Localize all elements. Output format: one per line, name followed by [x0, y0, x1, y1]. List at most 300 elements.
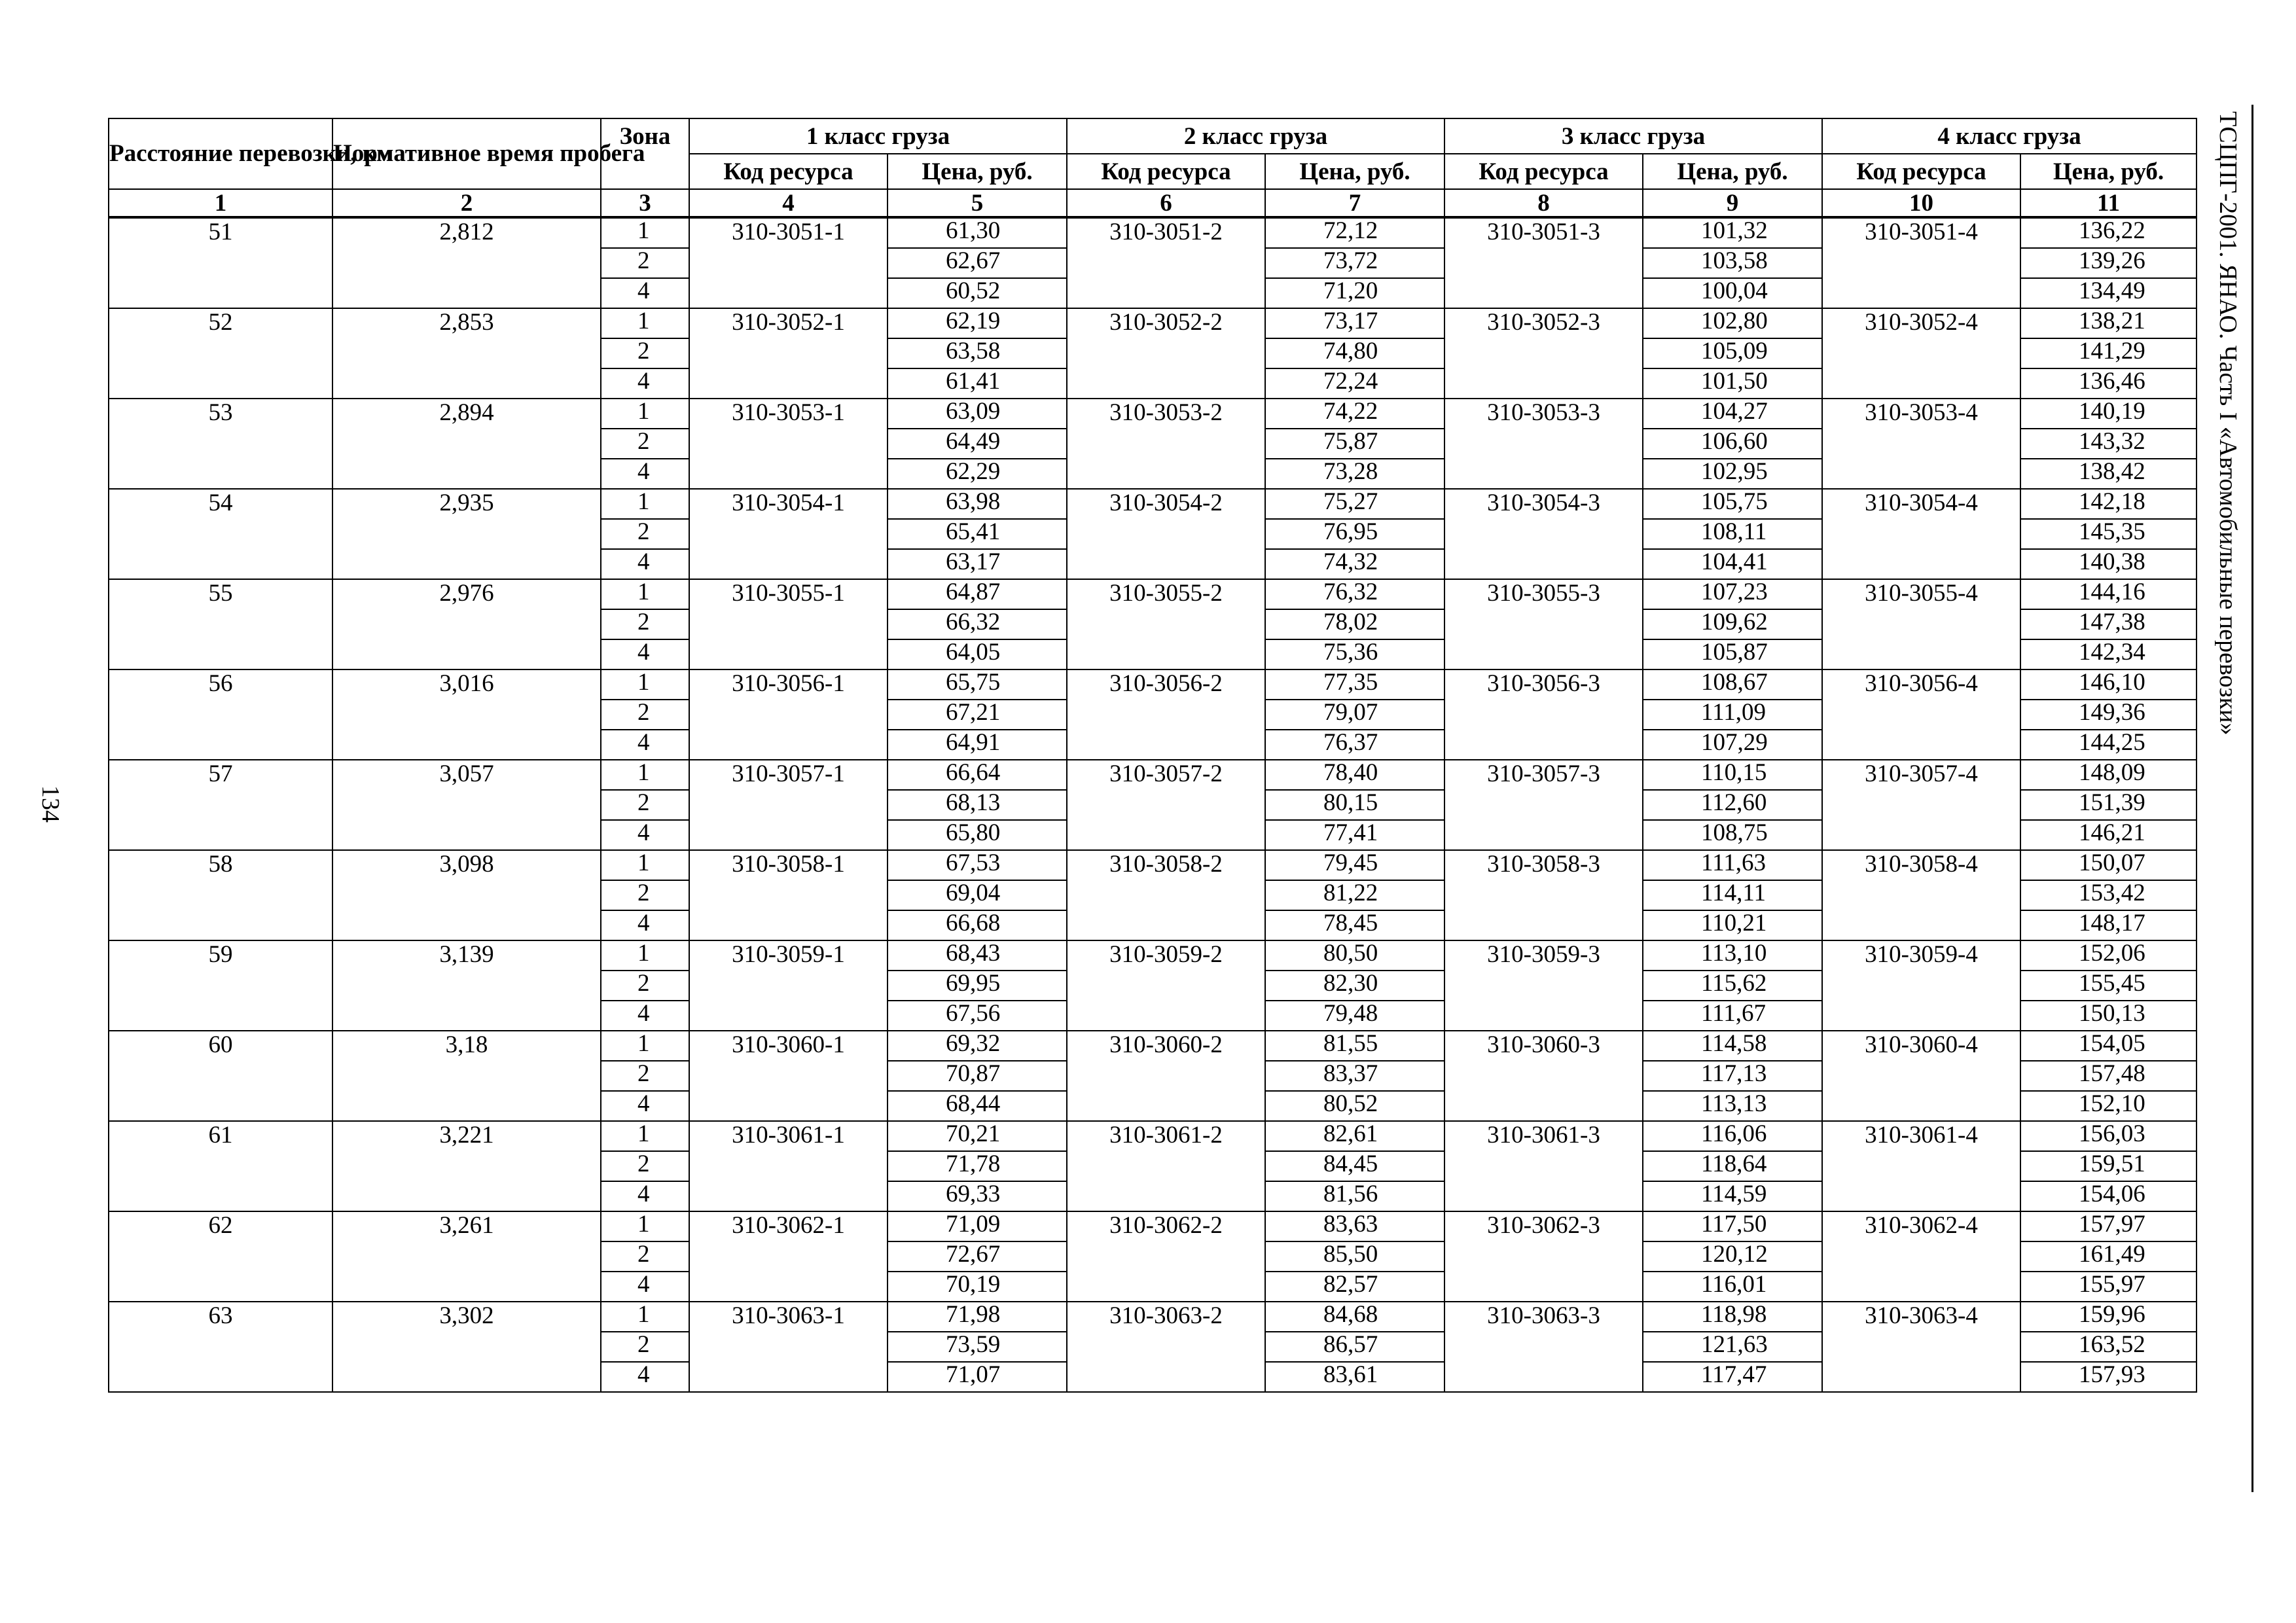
resource-code-cell: 310-3053-3: [1444, 399, 1643, 489]
price-cell: 62,29: [888, 459, 1067, 489]
price-cell: 78,45: [1265, 910, 1444, 940]
resource-code-cell: 310-3052-4: [1822, 308, 2020, 399]
price-cell: 80,50: [1265, 940, 1444, 971]
price-cell: 112,60: [1643, 790, 1822, 820]
price-cell: 105,87: [1643, 639, 1822, 669]
price-cell: 72,12: [1265, 217, 1444, 248]
resource-code-cell: 310-3063-3: [1444, 1302, 1643, 1392]
resource-code-cell: 310-3057-1: [689, 760, 888, 850]
price-cell: 72,67: [888, 1241, 1067, 1272]
price-cell: 68,44: [888, 1091, 1067, 1121]
resource-code-cell: 310-3057-3: [1444, 760, 1643, 850]
price-cell: 153,42: [2020, 880, 2197, 910]
column-number: 7: [1265, 189, 1444, 217]
resource-code-cell: 310-3061-4: [1822, 1121, 2020, 1211]
document-side-title: [2206, 105, 2253, 1492]
price-cell: 140,38: [2020, 549, 2197, 579]
price-cell: 101,50: [1643, 368, 1822, 399]
resource-code-cell: 310-3052-3: [1444, 308, 1643, 399]
run-time-cell: 3,261: [332, 1211, 601, 1302]
table-row: [109, 1031, 2197, 1061]
distance-cell: 53: [109, 399, 332, 489]
price-cell: 81,22: [1265, 880, 1444, 910]
price-cell: 77,35: [1265, 669, 1444, 700]
price-cell: 69,95: [888, 971, 1067, 1001]
price-cell: 117,50: [1643, 1211, 1822, 1241]
price-cell: 147,38: [2020, 609, 2197, 639]
price-cell: 81,55: [1265, 1031, 1444, 1061]
resource-code-cell: 310-3060-4: [1822, 1031, 2020, 1121]
resource-code-cell: 310-3051-3: [1444, 217, 1643, 308]
price-cell: 148,09: [2020, 760, 2197, 790]
resource-code-cell: 310-3056-4: [1822, 669, 2020, 760]
price-cell: 107,29: [1643, 730, 1822, 760]
price-cell: 115,62: [1643, 971, 1822, 1001]
price-cell: 70,21: [888, 1121, 1067, 1151]
resource-code-cell: 310-3056-2: [1067, 669, 1265, 760]
price-cell: 82,61: [1265, 1121, 1444, 1151]
price-cell: 78,40: [1265, 760, 1444, 790]
price-cell: 136,46: [2020, 368, 2197, 399]
zone-cell: 2: [601, 880, 689, 910]
price-cell: 118,64: [1643, 1151, 1822, 1181]
header-price: Цена, руб.: [1643, 154, 1822, 189]
price-cell: 151,39: [2020, 790, 2197, 820]
distance-cell: 52: [109, 308, 332, 399]
run-time-cell: 2,812: [332, 217, 601, 308]
price-cell: 111,63: [1643, 850, 1822, 880]
price-cell: 83,37: [1265, 1061, 1444, 1091]
distance-cell: 60: [109, 1031, 332, 1121]
table-row: [109, 399, 2197, 429]
price-cell: 102,95: [1643, 459, 1822, 489]
price-cell: 121,63: [1643, 1332, 1822, 1362]
zone-cell: 1: [601, 940, 689, 971]
price-cell: 76,95: [1265, 519, 1444, 549]
price-cell: 71,09: [888, 1211, 1067, 1241]
table-header: [109, 118, 2197, 217]
resource-code-cell: 310-3063-4: [1822, 1302, 2020, 1392]
price-cell: 105,09: [1643, 338, 1822, 368]
zone-cell: 2: [601, 1061, 689, 1091]
distance-cell: 62: [109, 1211, 332, 1302]
price-cell: 152,10: [2020, 1091, 2197, 1121]
price-cell: 64,49: [888, 429, 1067, 459]
table-row: [109, 850, 2197, 880]
price-cell: 116,06: [1643, 1121, 1822, 1151]
price-cell: 80,52: [1265, 1091, 1444, 1121]
price-cell: 86,57: [1265, 1332, 1444, 1362]
price-cell: 61,41: [888, 368, 1067, 399]
price-cell: 67,21: [888, 700, 1067, 730]
price-cell: 77,41: [1265, 820, 1444, 850]
price-cell: 65,75: [888, 669, 1067, 700]
price-cell: 157,97: [2020, 1211, 2197, 1241]
price-cell: 100,04: [1643, 278, 1822, 308]
zone-cell: 4: [601, 639, 689, 669]
price-cell: 85,50: [1265, 1241, 1444, 1272]
price-cell: 118,98: [1643, 1302, 1822, 1332]
price-cell: 83,61: [1265, 1362, 1444, 1392]
resource-code-cell: 310-3058-4: [1822, 850, 2020, 940]
table-row: [109, 217, 2197, 248]
price-cell: 82,57: [1265, 1272, 1444, 1302]
price-cell: 67,56: [888, 1001, 1067, 1031]
run-time-cell: 3,18: [332, 1031, 601, 1121]
column-number: 8: [1444, 189, 1643, 217]
price-cell: 111,09: [1643, 700, 1822, 730]
resource-code-cell: 310-3054-1: [689, 489, 888, 579]
run-time-cell: 2,976: [332, 579, 601, 669]
distance-cell: 63: [109, 1302, 332, 1392]
price-cell: 136,22: [2020, 217, 2197, 248]
price-cell: 150,07: [2020, 850, 2197, 880]
price-cell: 84,45: [1265, 1151, 1444, 1181]
price-cell: 161,49: [2020, 1241, 2197, 1272]
header-code: Код ресурса: [1444, 154, 1643, 189]
price-cell: 65,80: [888, 820, 1067, 850]
distance-cell: 58: [109, 850, 332, 940]
price-cell: 110,15: [1643, 760, 1822, 790]
resource-code-cell: 310-3061-1: [689, 1121, 888, 1211]
side-title-text: ТСЦПГ-2001. ЯНАО. Часть I «Автомобильные перевозки»: [2214, 111, 2242, 736]
column-number: 10: [1822, 189, 2020, 217]
resource-code-cell: 310-3059-4: [1822, 940, 2020, 1031]
price-cell: 105,75: [1643, 489, 1822, 519]
price-cell: 71,07: [888, 1362, 1067, 1392]
distance-cell: 57: [109, 760, 332, 850]
price-cell: 73,59: [888, 1332, 1067, 1362]
price-cell: 75,87: [1265, 429, 1444, 459]
distance-cell: 59: [109, 940, 332, 1031]
zone-cell: 1: [601, 850, 689, 880]
resource-code-cell: 310-3057-4: [1822, 760, 2020, 850]
price-cell: 108,67: [1643, 669, 1822, 700]
price-cell: 62,67: [888, 248, 1067, 278]
price-cell: 60,52: [888, 278, 1067, 308]
table-row: [109, 1121, 2197, 1151]
price-cell: 73,17: [1265, 308, 1444, 338]
price-cell: 68,13: [888, 790, 1067, 820]
price-cell: 139,26: [2020, 248, 2197, 278]
column-number: 5: [888, 189, 1067, 217]
price-cell: 104,41: [1643, 549, 1822, 579]
price-cell: 84,68: [1265, 1302, 1444, 1332]
run-time-cell: 3,302: [332, 1302, 601, 1392]
zone-cell: 4: [601, 910, 689, 940]
price-cell: 145,35: [2020, 519, 2197, 549]
price-cell: 159,51: [2020, 1151, 2197, 1181]
price-cell: 142,18: [2020, 489, 2197, 519]
zone-cell: 2: [601, 338, 689, 368]
zone-cell: 1: [601, 1121, 689, 1151]
price-cell: 148,17: [2020, 910, 2197, 940]
price-cell: 64,05: [888, 639, 1067, 669]
price-cell: 70,87: [888, 1061, 1067, 1091]
run-time-cell: 2,853: [332, 308, 601, 399]
price-cell: 108,75: [1643, 820, 1822, 850]
zone-cell: 2: [601, 248, 689, 278]
zone-cell: 4: [601, 1362, 689, 1392]
table-body: [109, 217, 2197, 1392]
resource-code-cell: 310-3054-4: [1822, 489, 2020, 579]
zone-cell: 2: [601, 1332, 689, 1362]
resource-code-cell: 310-3051-1: [689, 217, 888, 308]
zone-cell: 1: [601, 1302, 689, 1332]
price-cell: 146,21: [2020, 820, 2197, 850]
resource-code-cell: 310-3063-1: [689, 1302, 888, 1392]
resource-code-cell: 310-3054-3: [1444, 489, 1643, 579]
zone-cell: 2: [601, 790, 689, 820]
price-cell: 150,13: [2020, 1001, 2197, 1031]
run-time-cell: 3,221: [332, 1121, 601, 1211]
header-distance: Расстояние перевозки, км: [109, 118, 332, 189]
resource-code-cell: 310-3053-2: [1067, 399, 1265, 489]
table-row: [109, 669, 2197, 700]
price-cell: 107,23: [1643, 579, 1822, 609]
zone-cell: 4: [601, 1091, 689, 1121]
resource-code-cell: 310-3061-2: [1067, 1121, 1265, 1211]
price-cell: 154,06: [2020, 1181, 2197, 1211]
resource-code-cell: 310-3055-1: [689, 579, 888, 669]
resource-code-cell: 310-3062-3: [1444, 1211, 1643, 1302]
price-cell: 64,87: [888, 579, 1067, 609]
resource-code-cell: 310-3051-4: [1822, 217, 2020, 308]
resource-code-cell: 310-3055-2: [1067, 579, 1265, 669]
price-cell: 76,37: [1265, 730, 1444, 760]
price-cell: 144,25: [2020, 730, 2197, 760]
header-code: Код ресурса: [1822, 154, 2020, 189]
header-class-1: 1 класс груза: [689, 118, 1067, 154]
zone-cell: 4: [601, 1272, 689, 1302]
zone-cell: 1: [601, 308, 689, 338]
price-cell: 113,10: [1643, 940, 1822, 971]
resource-code-cell: 310-3056-1: [689, 669, 888, 760]
resource-code-cell: 310-3062-4: [1822, 1211, 2020, 1302]
price-cell: 63,58: [888, 338, 1067, 368]
price-cell: 110,21: [1643, 910, 1822, 940]
resource-code-cell: 310-3053-1: [689, 399, 888, 489]
price-cell: 111,67: [1643, 1001, 1822, 1031]
price-cell: 149,36: [2020, 700, 2197, 730]
price-cell: 134,49: [2020, 278, 2197, 308]
price-cell: 146,10: [2020, 669, 2197, 700]
resource-code-cell: 310-3053-4: [1822, 399, 2020, 489]
resource-code-cell: 310-3058-3: [1444, 850, 1643, 940]
price-cell: 69,32: [888, 1031, 1067, 1061]
header-code: Код ресурса: [689, 154, 888, 189]
zone-cell: 1: [601, 760, 689, 790]
column-number-row: [109, 189, 2197, 217]
zone-cell: 1: [601, 579, 689, 609]
table-row: [109, 760, 2197, 790]
resource-code-cell: 310-3052-2: [1067, 308, 1265, 399]
zone-cell: 2: [601, 971, 689, 1001]
column-number: 4: [689, 189, 888, 217]
zone-cell: 4: [601, 730, 689, 760]
resource-code-cell: 310-3054-2: [1067, 489, 1265, 579]
zone-cell: 4: [601, 368, 689, 399]
price-cell: 67,53: [888, 850, 1067, 880]
price-cell: 155,45: [2020, 971, 2197, 1001]
distance-cell: 51: [109, 217, 332, 308]
price-cell: 71,78: [888, 1151, 1067, 1181]
header-class-4: 4 класс груза: [1822, 118, 2197, 154]
run-time-cell: 3,016: [332, 669, 601, 760]
price-cell: 156,03: [2020, 1121, 2197, 1151]
price-cell: 109,62: [1643, 609, 1822, 639]
price-cell: 154,05: [2020, 1031, 2197, 1061]
price-cell: 79,48: [1265, 1001, 1444, 1031]
price-cell: 72,24: [1265, 368, 1444, 399]
zone-cell: 1: [601, 1031, 689, 1061]
price-cell: 75,36: [1265, 639, 1444, 669]
price-cell: 66,64: [888, 760, 1067, 790]
price-cell: 62,19: [888, 308, 1067, 338]
table-row: [109, 489, 2197, 519]
resource-code-cell: 310-3059-2: [1067, 940, 1265, 1031]
resource-code-cell: 310-3062-1: [689, 1211, 888, 1302]
distance-cell: 61: [109, 1121, 332, 1211]
price-cell: 63,17: [888, 549, 1067, 579]
zone-cell: 1: [601, 1211, 689, 1241]
price-cell: 157,93: [2020, 1362, 2197, 1392]
resource-code-cell: 310-3051-2: [1067, 217, 1265, 308]
column-number: 6: [1067, 189, 1265, 217]
resource-code-cell: 310-3058-2: [1067, 850, 1265, 940]
price-cell: 71,98: [888, 1302, 1067, 1332]
price-cell: 73,72: [1265, 248, 1444, 278]
price-cell: 78,02: [1265, 609, 1444, 639]
price-cell: 104,27: [1643, 399, 1822, 429]
resource-code-cell: 310-3061-3: [1444, 1121, 1643, 1211]
header-zone: Зона: [601, 118, 689, 189]
table-row: [109, 1211, 2197, 1241]
distance-cell: 54: [109, 489, 332, 579]
resource-code-cell: 310-3056-3: [1444, 669, 1643, 760]
resource-code-cell: 310-3060-1: [689, 1031, 888, 1121]
price-cell: 157,48: [2020, 1061, 2197, 1091]
table-row: [109, 579, 2197, 609]
zone-cell: 4: [601, 278, 689, 308]
price-cell: 66,32: [888, 609, 1067, 639]
zone-cell: 2: [601, 429, 689, 459]
price-cell: 81,56: [1265, 1181, 1444, 1211]
resource-code-cell: 310-3060-2: [1067, 1031, 1265, 1121]
header-price: Цена, руб.: [2020, 154, 2197, 189]
price-cell: 120,12: [1643, 1241, 1822, 1272]
resource-code-cell: 310-3059-1: [689, 940, 888, 1031]
price-cell: 82,30: [1265, 971, 1444, 1001]
resource-code-cell: 310-3059-3: [1444, 940, 1643, 1031]
zone-cell: 4: [601, 1181, 689, 1211]
price-cell: 68,43: [888, 940, 1067, 971]
zone-cell: 4: [601, 820, 689, 850]
zone-cell: 4: [601, 549, 689, 579]
resource-code-cell: 310-3057-2: [1067, 760, 1265, 850]
run-time-cell: 3,098: [332, 850, 601, 940]
header-class-2: 2 класс груза: [1067, 118, 1444, 154]
price-cell: 143,32: [2020, 429, 2197, 459]
tariff-table: [108, 118, 2197, 1393]
header-class-3: 3 класс груза: [1444, 118, 1822, 154]
price-cell: 141,29: [2020, 338, 2197, 368]
price-cell: 74,22: [1265, 399, 1444, 429]
run-time-cell: 3,139: [332, 940, 601, 1031]
price-cell: 116,01: [1643, 1272, 1822, 1302]
price-cell: 138,21: [2020, 308, 2197, 338]
price-cell: 102,80: [1643, 308, 1822, 338]
column-number: 3: [601, 189, 689, 217]
price-cell: 113,13: [1643, 1091, 1822, 1121]
column-number: 9: [1643, 189, 1822, 217]
header-price: Цена, руб.: [888, 154, 1067, 189]
distance-cell: 56: [109, 669, 332, 760]
resource-code-cell: 310-3060-3: [1444, 1031, 1643, 1121]
resource-code-cell: 310-3063-2: [1067, 1302, 1265, 1392]
table-row: [109, 940, 2197, 971]
price-cell: 66,68: [888, 910, 1067, 940]
zone-cell: 1: [601, 399, 689, 429]
price-cell: 76,32: [1265, 579, 1444, 609]
distance-cell: 55: [109, 579, 332, 669]
price-cell: 114,58: [1643, 1031, 1822, 1061]
price-cell: 74,80: [1265, 338, 1444, 368]
run-time-cell: 2,894: [332, 399, 601, 489]
price-cell: 108,11: [1643, 519, 1822, 549]
price-cell: 61,30: [888, 217, 1067, 248]
price-cell: 70,19: [888, 1272, 1067, 1302]
zone-cell: 4: [601, 459, 689, 489]
price-cell: 63,09: [888, 399, 1067, 429]
header-code: Код ресурса: [1067, 154, 1265, 189]
price-cell: 74,32: [1265, 549, 1444, 579]
price-cell: 79,45: [1265, 850, 1444, 880]
price-cell: 117,13: [1643, 1061, 1822, 1091]
zone-cell: 2: [601, 609, 689, 639]
column-number: 1: [109, 189, 332, 217]
column-number: 2: [332, 189, 601, 217]
resource-code-cell: 310-3055-4: [1822, 579, 2020, 669]
price-cell: 75,27: [1265, 489, 1444, 519]
price-cell: 117,47: [1643, 1362, 1822, 1392]
resource-code-cell: 310-3055-3: [1444, 579, 1643, 669]
price-cell: 140,19: [2020, 399, 2197, 429]
zone-cell: 1: [601, 489, 689, 519]
price-cell: 155,97: [2020, 1272, 2197, 1302]
price-cell: 69,33: [888, 1181, 1067, 1211]
price-cell: 142,34: [2020, 639, 2197, 669]
run-time-cell: 2,935: [332, 489, 601, 579]
zone-cell: 2: [601, 1241, 689, 1272]
price-cell: 114,11: [1643, 880, 1822, 910]
header-price: Цена, руб.: [1265, 154, 1444, 189]
price-cell: 64,91: [888, 730, 1067, 760]
page-number: 134: [37, 785, 64, 823]
table-row: [109, 308, 2197, 338]
price-cell: 101,32: [1643, 217, 1822, 248]
price-cell: 138,42: [2020, 459, 2197, 489]
resource-code-cell: 310-3062-2: [1067, 1211, 1265, 1302]
price-cell: 65,41: [888, 519, 1067, 549]
zone-cell: 4: [601, 1001, 689, 1031]
price-cell: 73,28: [1265, 459, 1444, 489]
zone-cell: 2: [601, 1151, 689, 1181]
price-cell: 144,16: [2020, 579, 2197, 609]
price-cell: 83,63: [1265, 1211, 1444, 1241]
zone-cell: 2: [601, 519, 689, 549]
price-cell: 69,04: [888, 880, 1067, 910]
